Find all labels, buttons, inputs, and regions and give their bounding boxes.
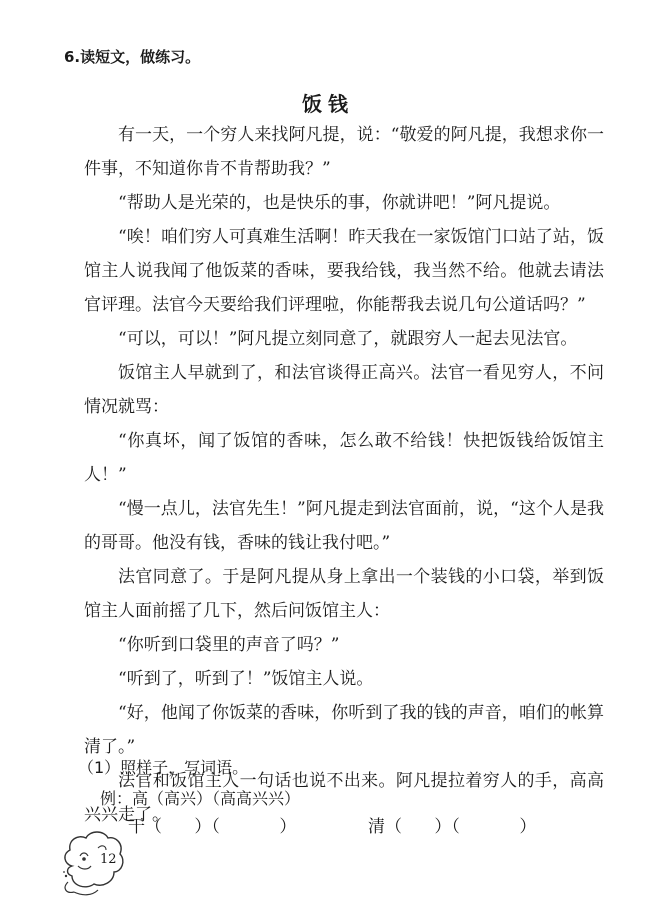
story-paragraph: “听到了，听到了！”饭馆主人说。: [118, 669, 374, 689]
story-paragraph: “可以，可以！”阿凡提立刻同意了，就跟穷人一起去见法官。: [118, 329, 578, 349]
fill-in-blank-qing[interactable]: 清（ ）（ ）: [368, 817, 537, 837]
story-paragraph: 有一天，一个穷人来找阿凡提，说：“敬爱的阿凡提，我想求你一件事，不知道你肯不肯帮助我？”: [84, 125, 604, 179]
story-paragraph: “你真坏，闻了饭馆的香味，怎么敢不给钱！快把饭钱给饭馆主人！”: [84, 431, 604, 485]
story-title: 饭钱: [302, 92, 354, 116]
story-paragraph: “唉！咱们穷人可真难生活啊！昨天我在一家饭馆门口站了站，饭馆主人说我闻了他饭菜的香味，要我给钱，我当然不给。他就去请法官评理。法官今天要给我们评理啦，你能帮我去说几句公道话吗？”: [84, 227, 604, 315]
story-paragraph: 法官同意了。于是阿凡提从身上拿出一个装钱的小口袋，举到饭馆主人面前摇了几下，然后问饭馆主人：: [84, 567, 604, 621]
cartoon-mascot-icon: [58, 826, 128, 898]
page-number: 12: [100, 852, 117, 867]
story-paragraph: “帮助人是光荣的，也是快乐的事，你就讲吧！”阿凡提说。: [118, 193, 561, 213]
story-paragraph: “你听到口袋里的声音了吗？”: [118, 635, 340, 655]
story-paragraph: “慢一点儿，法官先生！”阿凡提走到法官面前，说，“这个人是我的哥哥。他没有钱，香味的钱让我付吧。”: [84, 499, 604, 553]
exercise-example: 例：高（高兴）（高高兴兴）: [100, 789, 301, 808]
exercise-question-label: （1）照样子，写词语。: [78, 758, 249, 777]
story-paragraph: 法官和饭馆主人一句话也说不出来。阿凡提拉着穷人的手，高高兴兴走了。: [84, 771, 604, 825]
exercise-instruction: 6.读短文，做练习。: [64, 48, 201, 66]
story-paragraph: “好，他闻了你饭菜的香味，你听到了我的钱的声音，咱们的帐算清了。”: [84, 703, 604, 757]
story-body: [84, 118, 604, 832]
story-paragraph: 饭馆主人早就到了，和法官谈得正高兴。法官一看见穷人，不问情况就骂：: [84, 363, 604, 417]
fill-in-blank-gan[interactable]: 干（ ）（ ）: [128, 817, 297, 837]
